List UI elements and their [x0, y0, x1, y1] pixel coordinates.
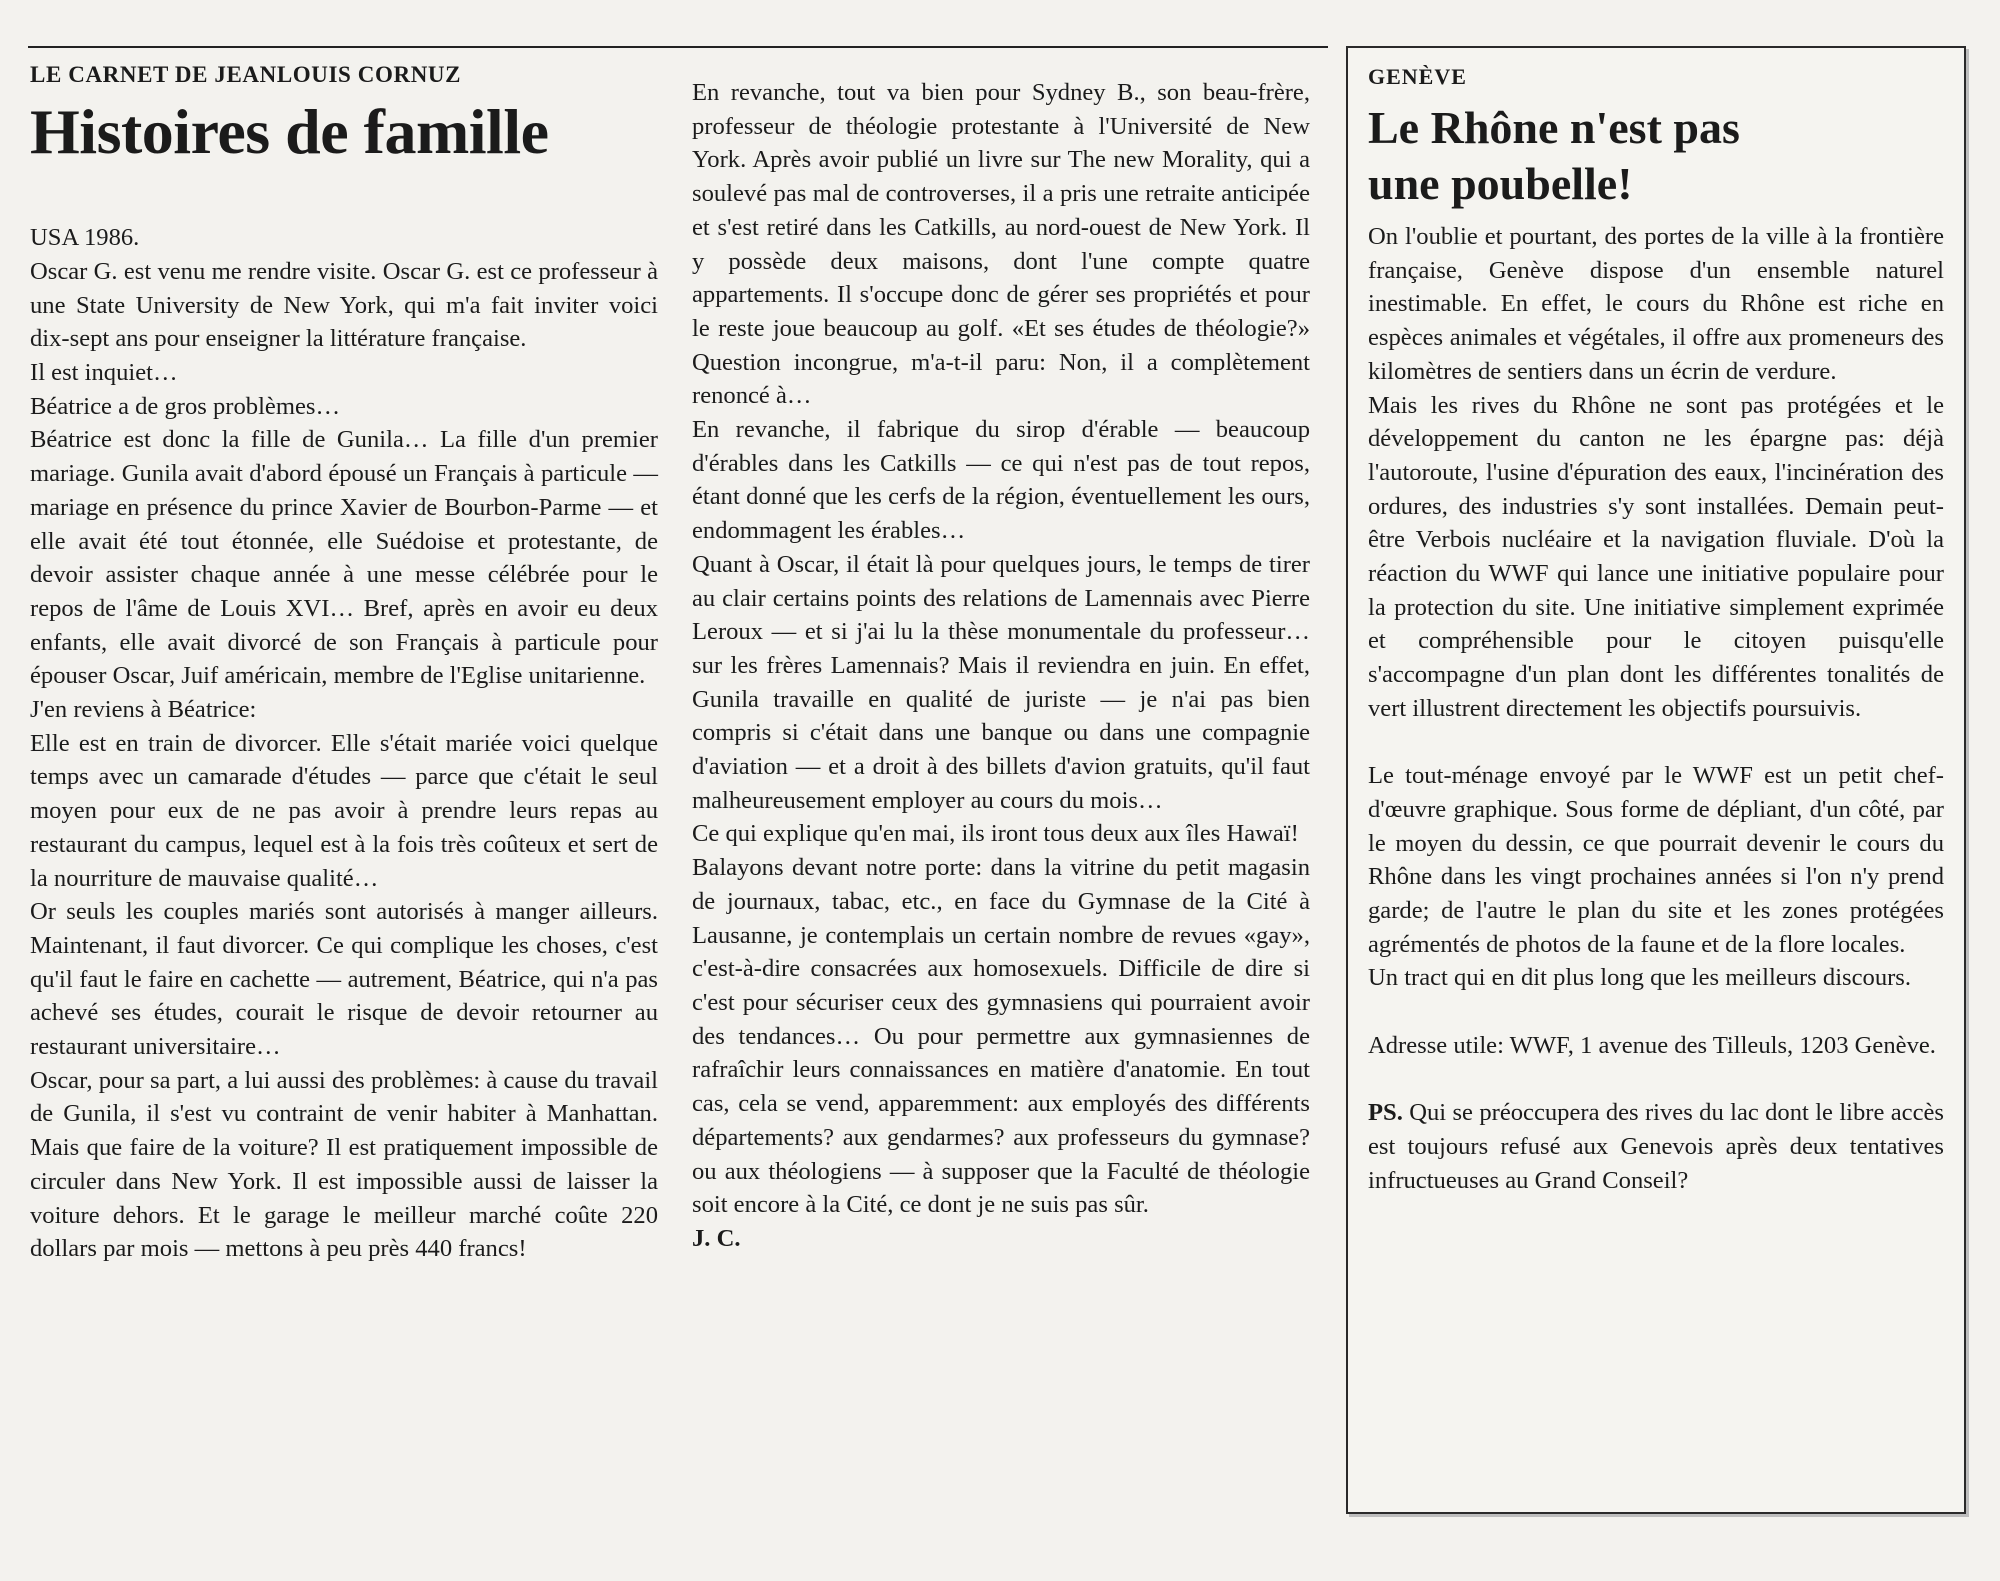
paragraph: Ce qui explique qu'en mai, ils iront tous deux aux îles Hawaï! [692, 820, 1299, 848]
paragraph: Or seuls les couples mariés sont autorisés à manger ailleurs. Maintenant, il faut divorcer. Ce qui complique les choses, c'est qu'il faut le faire en cachette — autrement, Béatrice, qui n'a pas achevé ses études, courait le risque de devoir retourner au restaurant universitaire… [30, 898, 658, 1061]
paragraph: Il est inquiet… [30, 359, 178, 386]
paragraph: En revanche, tout va bien pour Sydney B., son beau-frère, professeur de théologie protestante à l'Université de New York. Après avoir publié un livre sur The new Morality, qui a soulevé pas mal de controverses, il a pris une retraite anticipée et s'est retiré dans les Catkills, au nord-ouest de New York. Il y possède deux maisons, dont l'une compte quatre appartements. Il s'occupe donc de gérer ses propriétés et pour le reste joue beaucoup au golf. «Et ses études de théologie?» Question incongrue, m'a-t-il paru: Non, il a complètement renoncé à… [692, 79, 1310, 410]
paragraph: Un tract qui en dit plus long que les meilleurs discours. [1368, 964, 1912, 992]
left-article-body-col1 [30, 221, 658, 1266]
paragraph: Béatrice est donc la fille de Gunila… La fille d'un premier mariage. Gunila avait d'abord épousé un Français à particule — mariage en présence du prince Xavier de Bourbon-Parme — et elle avait été tout étonnée, elle Suédoise et protestante, de devoir assister chaque année à une messe célébrée pour le repos de l'âme de Louis XVI… Bref, après en avoir eu deux enfants, elle avait divorcé de son Français à particule pour épouser Oscar, Juif américain, membre de l'Eglise unitarienne. [30, 426, 658, 690]
headline-line-2: une poubelle! [1368, 158, 1633, 209]
left-article-kicker: LE CARNET DE JEANLOUIS CORNUZ [30, 62, 462, 87]
paragraph: En revanche, il fabrique du sirop d'érable — beaucoup d'érables dans les Catkills — ce qui n'est pas de tout repos, étant donné que les cerfs de la région, éventuellement les ours, endommagent les érables… [692, 416, 1310, 545]
address: Adresse utile: WWF, 1 avenue des Tilleuls, 1203 Genève. [1368, 1031, 1936, 1059]
left-article-column-2 [692, 76, 1310, 1256]
paragraph: Oscar, pour sa part, a lui aussi des problèmes: à cause du travail de Gunila, il s'est vu contraint de venir habiter à Manhattan. Mais que faire de la voiture? Il est pratiquement impossible de circuler dans New York. Il est impossible aussi de laisser la voiture dehors. Et le garage le meilleur marché coûte 220 dollars par mois — mettons à peu près 440 francs! [30, 1066, 658, 1263]
left-article-column-1 [30, 62, 658, 1266]
paragraph: Le tout-ménage envoyé par le WWF est un petit chef-d'œuvre graphique. Sous forme de dépliant, d'un côté, par le moyen du dessin, ce que pourrait devenir le cours du Rhône dans les vingt prochaines années si l'on n'y prend garde; de l'autre le plan du site et les zones protégées agrémentés de photos de la faune et de la flore locales. [1368, 762, 1944, 958]
paragraph: Oscar G. est venu me rendre visite. Oscar G. est ce professeur à une State University de New York, qui m'a fait inviter voici dix-sept ans pour enseigner la littérature française. [30, 257, 658, 353]
paragraph: Balayons devant notre porte: dans la vitrine du petit magasin de journaux, tabac, etc., en face du Gymnase de la Cité à Lausanne, je contemplais un certain nombre de revues «gay», c'est-à-dire consacrées aux homosexuels. Difficile de dire si c'est pour sécuriser ceux des gymnasiens qui pourraient avoir des tendances… Ou pour permettre aux gymnasiennes de rafraîchir leurs connaissances en matière d'anatomie. En tout cas, cela se vend, apparemment: aux employés des différents départements? aux gendarmes? aux professeurs du gymnase? ou aux théologiens — à supposer que la Faculté de théologie soit encore à la Cité, ce dont je ne suis pas sûr. [692, 854, 1310, 1219]
right-article-headline [1368, 100, 1944, 212]
paragraph: Béatrice a de gros problèmes… [30, 392, 341, 420]
headline-line-1: Le Rhône n'est pas [1368, 102, 1740, 153]
postscript [1368, 1096, 1944, 1197]
right-article-kicker: GENÈVE [1368, 64, 1467, 89]
paragraph: Elle est en train de divorcer. Elle s'était mariée voici quelque temps avec un camarade d'études — parce que c'était le seul moyen pour eux de ne pas avoir à prendre leurs repas au restaurant du campus, lequel est à la fois très coûteux et sert de la nourriture de mauvaise qualité… [30, 729, 658, 892]
right-article-box [1346, 46, 1966, 1514]
paragraph: USA 1986. [30, 224, 140, 252]
paragraph: J'en reviens à Béatrice: [30, 696, 257, 724]
paragraph: Quant à Oscar, il était là pour quelques jours, le temps de tirer au clair certains points des relations de Lamennais avec Pierre Leroux — et si j'ai lu la thèse monumentale du professeur… sur les frères Lamennais? Mais il reviendra en juin. En effet, Gunila travaille en qualité de juriste — je n'ai pas bien compris si c'était dans une banque ou dans une compagnie d'aviation — et a droit à des billets d'avion gratuits, qu'il faut malheureusement employer au cours du mois… [692, 550, 1310, 814]
signature: J. C. [692, 1224, 741, 1252]
right-article-content [1368, 64, 1944, 1197]
paragraph: Mais les rives du Rhône ne sont pas protégées et le développement du canton ne les épargne pas: déjà l'autoroute, l'usine d'épuration des eaux, l'incinération des ordures, des industries s'y sont installées. Demain peut-être Verbois nucléaire et la navigation fluviale. D'où la réaction du WWF qui lance une initiative populaire pour la protection du site. Une initiative simplement exprimée et compréhensible pour le citoyen puisqu'elle s'accompagne d'un plan dont les différentes tonalités de vert illustrent directement les objectifs poursuivis. [1368, 391, 1944, 722]
left-article-body-col2 [692, 76, 1310, 1256]
right-article-body [1368, 220, 1944, 1197]
ps-label: PS. [1368, 1099, 1403, 1127]
left-article-headline: Histoires de famille [30, 96, 549, 167]
paragraph: On l'oublie et pourtant, des portes de la ville à la frontière française, Genève dispose d'un ensemble naturel inestimable. En effet, le cours du Rhône est riche en espèces animales et végétales, il offre aux promeneurs des kilomètres de sentiers dans un écrin de verdure. [1368, 223, 1944, 385]
top-rule [28, 46, 1328, 48]
ps-text: Qui se préoccupera des rives du lac dont le libre accès est toujours refusé aux Genevois après deux tentatives infructueuses au Grand Conseil? [1368, 1099, 1944, 1194]
